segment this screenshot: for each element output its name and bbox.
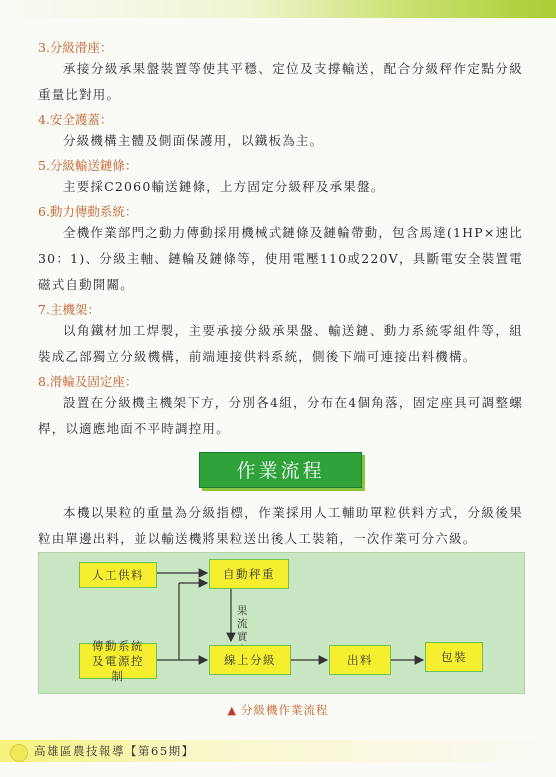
triangle-icon: ▲	[227, 704, 237, 717]
section-title: 3.分級滑座：	[38, 40, 113, 55]
flowchart	[38, 552, 525, 694]
section-text: 設置在分級機主機架下方，分別各4組，分布在4個角落，固定座具可調整螺桿，以適應地面不平時調控用。	[38, 395, 523, 436]
section-title: 7.主機架：	[38, 302, 100, 317]
output-box: 出料	[329, 645, 391, 675]
manual-feed-box: 人工供料	[79, 562, 157, 588]
section-title: 4.安全護蓋：	[38, 112, 113, 127]
drive-power-box: 傳動系統及電源控制	[79, 643, 157, 679]
workflow-intro: 本機以果粒的重量為分級指標，作業採用人工輔助單粒供料方式，分級後果粒由單邊出料，並以輸送機將果粒送出後人工裝箱，一次作業可分六級。	[38, 505, 523, 546]
section-title: 6.動力傳動系統：	[38, 204, 138, 219]
flowchart-caption	[0, 702, 556, 718]
workflow-banner-wrap	[38, 452, 523, 488]
online-grading-box: 線上分級	[209, 645, 291, 675]
footer-circle-icon	[10, 744, 28, 762]
section-text: 分級機構主體及側面保護用，以鐵板為主。	[63, 133, 324, 148]
top-gradient-bar	[0, 0, 556, 18]
section-text: 主要採C2060輸送鏈條，上方固定分級秤及承果盤。	[63, 179, 385, 194]
footer-text: 高雄區農技報導【第65期】	[34, 744, 195, 758]
section-title: 5.分級輸送鏈條：	[38, 158, 138, 173]
article-body	[38, 40, 523, 552]
auto-weigh-box: 自動秤重	[209, 559, 289, 589]
caption-text: 分級機作業流程	[240, 703, 329, 717]
section-text: 承接分級承果盤裝置等使其平穩、定位及支撐輸送，配合分級秤作定點分級重量比對用。	[38, 61, 523, 102]
section-text: 以角鐵材加工焊製，主要承接分級承果盤、輸送鏈、動力系統零組件等，組裝成乙部獨立分級機構，前端連接供料系統，側後下端可連接出料機構。	[38, 323, 523, 364]
packing-box: 包裝	[425, 642, 483, 672]
section-title: 8.滑輪及固定座：	[38, 374, 138, 389]
workflow-heading: 作業流程	[199, 452, 361, 488]
section-text: 全機作業部門之動力傳動採用機械式鏈條及鏈輪帶動，包含馬達(1HP×速比30：1)、分級主軸、鏈輪及鏈條等，使用電壓110或220V，具斷電安全裝置電磁式自動開關。	[38, 225, 523, 292]
flow-direction-note: 果流實	[237, 605, 248, 643]
